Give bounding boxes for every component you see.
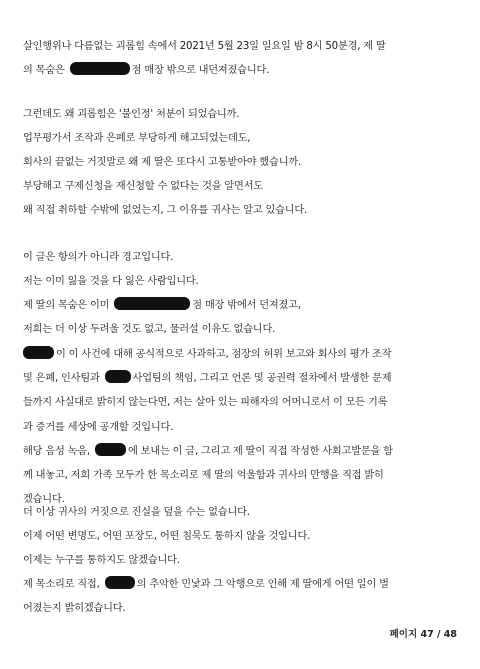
text-span: 왜 직접 취하할 수밖에 없었는지, 그 이유를 귀사는 알고 있습니다. bbox=[23, 205, 308, 216]
text-span: 제 목소리로 직접, bbox=[23, 579, 103, 590]
text-span: 회사의 끝없는 거짓말로 왜 제 딸은 또다시 고통받아야 했습니까. bbox=[23, 157, 302, 168]
text-span: 에 보내는 이 글, 그리고 제 딸이 직접 작성한 사회고발문을 함 bbox=[128, 445, 393, 457]
text-span: 이제 어떤 변명도, 어떤 포장도, 어떤 침묵도 통하지 않을 것입니다. bbox=[23, 531, 311, 542]
text-line bbox=[23, 549, 463, 573]
text-span: 살인행위나 다름없는 괴롭힘 속에서 2021년 5월 23일 일요일 밤 8시 50분경, 제 딸 bbox=[23, 41, 386, 52]
text-line bbox=[23, 573, 463, 597]
text-span: 과 증거를 세상에 공개할 것입니다. bbox=[23, 421, 174, 433]
text-line bbox=[23, 246, 463, 270]
paragraph-5 bbox=[23, 501, 463, 621]
paragraph-4 bbox=[23, 343, 463, 512]
text-span: 저는 이미 잃을 것을 다 잃은 사람입니다. bbox=[23, 276, 199, 287]
redaction-bar bbox=[95, 443, 126, 456]
text-span: 제 딸의 목숨은 이미 bbox=[23, 300, 113, 311]
text-span: 부당해고 구제신청을 재신청할 수 없다는 것을 알면서도 bbox=[23, 181, 263, 192]
text-line bbox=[23, 343, 463, 367]
text-span: 더 이상 귀사의 거짓으로 진실을 덮을 수는 없습니다. bbox=[23, 507, 250, 518]
text-span: 의 추악한 민낯과 그 악행으로 인해 제 딸에게 어떤 일이 벌 bbox=[136, 579, 389, 590]
text-line bbox=[23, 199, 463, 223]
text-line bbox=[23, 440, 463, 464]
text-span: 사업팀의 책임, 그리고 언론 및 공권력 절차에서 발생한 문제 bbox=[132, 373, 392, 385]
text-line bbox=[23, 597, 463, 621]
text-span: 점 매장 밖에서 던져졌고, bbox=[192, 300, 301, 311]
redaction-bar bbox=[23, 346, 54, 359]
text-line bbox=[23, 294, 463, 318]
text-span: 겠습니다. bbox=[23, 494, 65, 506]
text-line bbox=[23, 501, 463, 525]
paragraph-3 bbox=[23, 246, 463, 342]
text-line bbox=[23, 103, 463, 127]
paragraph-1 bbox=[23, 35, 463, 83]
text-span: 점 매장 밖으로 내던져졌습니다. bbox=[131, 65, 270, 76]
page-number: 페이지 47 / 48 bbox=[389, 629, 457, 640]
text-line bbox=[23, 151, 463, 175]
text-span: 이 글은 항의가 아니라 경고입니다. bbox=[23, 252, 174, 263]
paragraph-2 bbox=[23, 103, 463, 223]
text-span: 저희는 더 이상 두려울 것도 없고, 물러설 이유도 없습니다. bbox=[23, 324, 276, 335]
text-span: 어졌는지 밝히겠습니다. bbox=[23, 603, 126, 614]
text-line bbox=[23, 318, 463, 342]
redaction-bar bbox=[70, 62, 130, 75]
text-span: 그런데도 왜 괴롭힘은 '불인정' 처분이 되었습니까. bbox=[23, 109, 240, 120]
text-line bbox=[23, 416, 463, 440]
text-line bbox=[23, 464, 463, 488]
text-line bbox=[23, 367, 463, 391]
text-span: 해당 음성 녹음, bbox=[23, 445, 93, 457]
text-line bbox=[23, 391, 463, 415]
redaction-bar bbox=[105, 370, 131, 383]
text-span: 이 이 사건에 대해 공식적으로 사과하고, 점장의 허위 보고와 회사의 평가 조작 bbox=[56, 349, 392, 360]
text-span: 께 내놓고, 저희 가족 모두가 한 목소리로 제 딸의 억울함과 귀사의 만행을 직접 밝히 bbox=[23, 469, 384, 481]
text-span: 업무평가서 조작과 은폐로 부당하게 해고되었는데도, bbox=[23, 133, 251, 144]
text-span: 의 목숨은 bbox=[23, 65, 68, 76]
text-line bbox=[23, 175, 463, 199]
text-span: 및 은폐, 인사팀과 bbox=[23, 373, 103, 385]
text-line bbox=[23, 35, 463, 59]
text-span: 들까지 사실대로 밝히지 않는다면, 저는 살아 있는 피해자의 어머니로서 이 모든 기록 bbox=[23, 397, 388, 409]
text-line bbox=[23, 270, 463, 294]
redaction-bar bbox=[114, 297, 190, 310]
text-line bbox=[23, 127, 463, 151]
text-span: 이제는 누구를 통하지도 않겠습니다. bbox=[23, 555, 180, 566]
text-line bbox=[23, 525, 463, 549]
redaction-bar bbox=[105, 576, 135, 589]
text-line bbox=[23, 59, 463, 83]
